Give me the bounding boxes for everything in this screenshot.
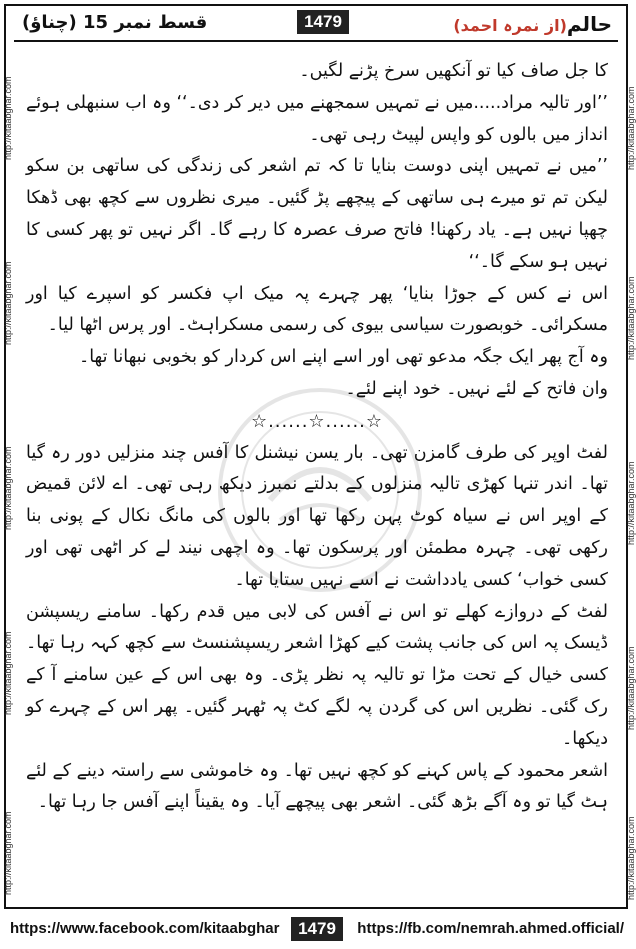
paragraph: اس نے کس کے جوڑا بنایا‘ پھر چہرے پہ میک اپ فکسر کو اسپرے کیا اور مسکرائی۔ خوبصورت سیاسی بیوی کی رسمی مسکراہٹ۔ اور پرس اٹھا لیا۔ bbox=[26, 283, 608, 336]
paragraph: لفٹ کے دروازے کھلے تو اس نے آفس کی لابی میں قدم رکھا۔ سامنے ریسپشن ڈیسک پہ اس کی جانب پشت کیے کھڑا اشعر ریسپشنسٹ سے کچھ کہہ رہا تھا۔ کسی خیال کے تحت مڑا تو تالیہ پہ نظر پڑی۔ وہ بھی اس کے عین سامنے آ کے رک گئی۔ نظریں اس کی گردن پہ لگے کٹ پہ ٹھہر گئیں۔ پھر اس کے چہرے کو دیکھا۔ bbox=[26, 601, 608, 749]
side-url-right-3: http://kitaabghar.com bbox=[626, 461, 636, 545]
side-url-left-5: http://kitaabghar.com bbox=[3, 811, 13, 895]
side-url-left-3: http://kitaabghar.com bbox=[3, 446, 13, 530]
page-number-bottom: 1479 bbox=[291, 917, 343, 941]
side-url-right-2: http://kitaabghar.com bbox=[626, 276, 636, 360]
paragraph: وہ آج پھر ایک جگہ مدعو تھی اور اسے اپنے اس کردار کو بخوبی نبھانا تھا۔ bbox=[78, 347, 608, 368]
author-fb-link[interactable]: https://fb.com/nemrah.ahmed.official/ bbox=[357, 920, 624, 937]
author-prefix: (از bbox=[539, 16, 567, 35]
page-number-top: 1479 bbox=[297, 10, 349, 34]
paragraph: اشعر محمود کے پاس کہنے کو کچھ نہیں تھا۔ وہ خاموشی سے راستہ دینے کے لئے ہٹ گیا تو وہ آگے بڑھ گئی۔ اشعر بھی پیچھے آیا۔ وہ یقیناً اپنے آفس جا رہا تھا۔ bbox=[26, 760, 608, 813]
paragraph: کا جل صاف کیا تو آنکھیں سرخ پڑنے لگیں۔ bbox=[299, 61, 608, 81]
episode-title: قسط نمبر 15 (چناؤ) bbox=[22, 12, 208, 33]
side-url-left-2: http://kitaabghar.com bbox=[3, 261, 13, 345]
page-footer bbox=[0, 912, 634, 949]
side-url-right-5: http://kitaabghar.com bbox=[626, 816, 636, 900]
article-body bbox=[26, 56, 608, 819]
side-url-left-1: http://kitaabghar.com bbox=[3, 76, 13, 160]
paragraph: وان فاتح کے لئے نہیں۔ خود اپنے لئے۔ bbox=[345, 378, 608, 399]
side-url-left-4: http://kitaabghar.com bbox=[3, 631, 13, 715]
novel-title bbox=[453, 12, 612, 36]
paragraph: لفٹ اوپر کی طرف گامزن تھی۔ بار یسن نیشنل کا آفس چند منزلیں دور رہ گیا تھا۔ اندر تنہا کھڑی تالیہ منزلوں کے بدلتے نمبرز دیکھ رہی تھی۔ اے لائن قمیض کے اوپر اس نے سیاہ کوٹ پہن رکھا تھا اور بالوں کی مانگ نکال کے پونی بنا رکھی تھی۔ چہرہ مطمئن اور پرسکون تھا۔ وہ اچھی نیند لے کر اٹھی تھی اور کسی خواب‘ کسی یادداشت نے اسے نہیں ستایا تھا۔ bbox=[26, 442, 608, 590]
side-url-right-1: http://kitaabghar.com bbox=[626, 86, 636, 170]
page-header bbox=[22, 8, 612, 38]
side-url-right-4: http://kitaabghar.com bbox=[626, 646, 636, 730]
facebook-link[interactable]: https://www.facebook.com/kitaabghar bbox=[10, 920, 280, 937]
paragraph: ’’میں نے تمہیں اپنی دوست بنایا تا کہ تم اشعر کی زندگی کی ساتھی بن سکو لیکن تم تو میرے ہی ساتھی کے پیچھے پڑ گئیں۔ میری نظروں سے کچھ بھی ڈھکا چھپا نہیں ہے۔ یاد رکھنا! فاتح صرف عصرہ کا رہے گا۔ اگر نہیں تو پھر کسی کا نہیں ہو سکے گا۔‘‘ bbox=[26, 156, 608, 272]
author-name: نمرہ احمد bbox=[460, 16, 540, 35]
author-suffix: ) bbox=[453, 16, 461, 35]
scene-separator: ☆......☆......☆ bbox=[250, 410, 384, 432]
novel-name: حالم bbox=[566, 12, 612, 36]
header-divider bbox=[14, 40, 618, 42]
paragraph: ’’اور تالیہ مراد.....میں نے تمہیں سمجھنے میں دیر کر دی۔‘‘ وہ اب سنبھلی ہوئے انداز میں بالوں کو واپس لپیٹ رہی تھی۔ bbox=[26, 92, 608, 145]
